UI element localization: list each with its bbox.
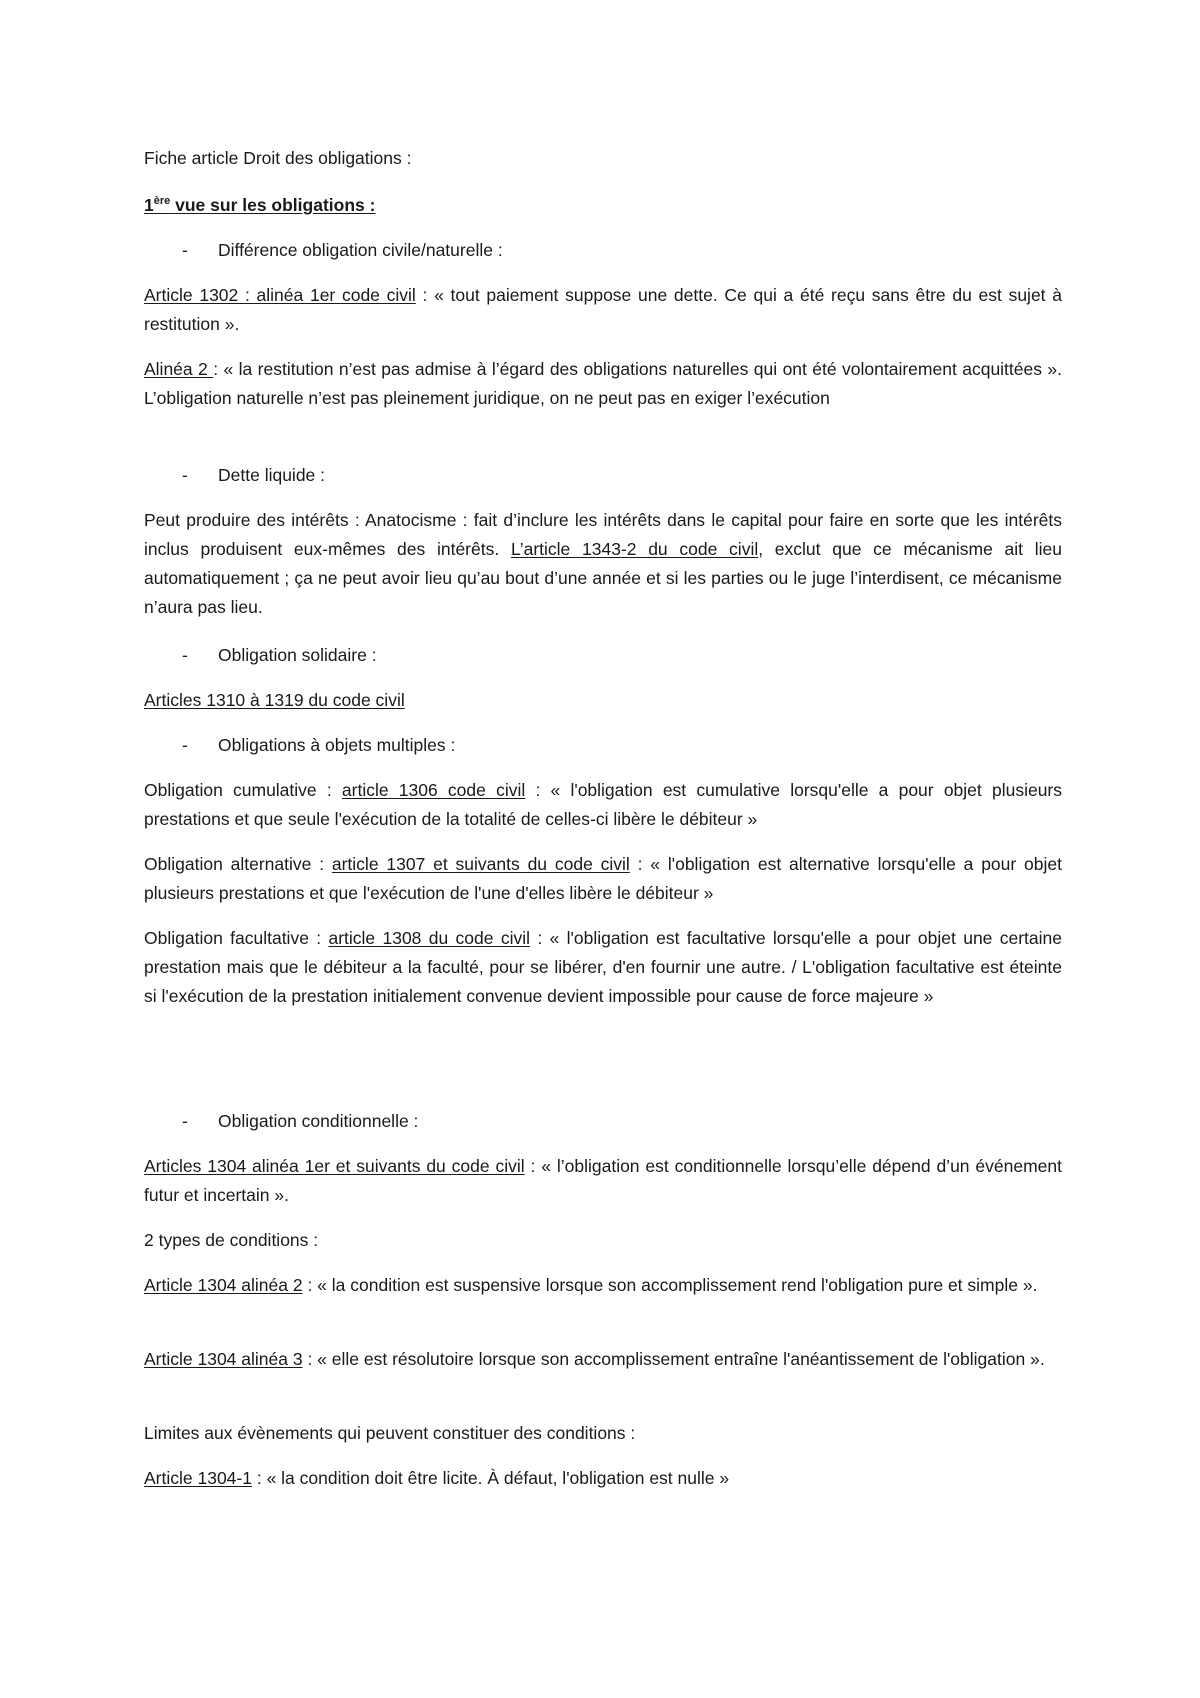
paragraph-obligation-cumulative xyxy=(144,776,1062,834)
article-reference-1310: Articles 1310 à 1319 du code civil xyxy=(144,690,405,710)
paragraph-text: : « elle est résolutoire lorsque son accomplissement entraîne l'anéantissement de l'obligation ». xyxy=(302,1349,1045,1369)
paragraph-text: : « la restitution n’est pas admise à l’égard des obligations naturelles qui ont été volontairement acquittées ». L’obligation naturelle n’est pas pleinement juridique, on ne peut pas en exiger l’exécution xyxy=(144,359,1063,408)
document-title: Fiche article Droit des obligations : xyxy=(144,148,412,168)
article-reference: Article 1302 : alinéa 1er code civil xyxy=(144,285,416,305)
bullet-dash: - xyxy=(182,645,188,665)
heading-text: vue sur les obligations : xyxy=(170,195,376,215)
bullet-label: Différence obligation civile/naturelle : xyxy=(218,240,503,260)
bullet-label: Dette liquide : xyxy=(218,465,326,485)
article-reference: Article 1304 alinéa 2 xyxy=(144,1275,303,1295)
bullet-label: Obligation conditionnelle : xyxy=(218,1111,419,1131)
article-reference: article 1307 et suivants du code civil xyxy=(331,854,630,874)
article-reference: L’article 1343-2 du code civil xyxy=(510,539,759,559)
bullet-civil-naturelle xyxy=(182,236,503,265)
paragraph-article-1304-al3 xyxy=(144,1345,1062,1374)
bullet-dash: - xyxy=(182,1111,188,1131)
paragraph-text: : « l'obligation est alternative lorsqu'elle a pour objet plusieurs prestations et que l'exécution de l'une d'elles libère le débiteur » xyxy=(144,854,1062,903)
bullet-label: Obligation solidaire : xyxy=(218,645,377,665)
paragraph-article-1304 xyxy=(144,1152,1062,1210)
paragraph-alinea-2 xyxy=(144,355,1062,413)
bullet-obligation-conditionnelle xyxy=(182,1107,418,1136)
paragraph-text: : « l'obligation est cumulative lorsqu'elle a pour objet plusieurs prestations et que seule l'exécution de la totalité de celles-ci libère le débiteur » xyxy=(144,780,1063,829)
paragraph-text: : « la condition doit être licite. À défaut, l'obligation est nulle » xyxy=(251,1468,730,1488)
paragraph-limites: Limites aux évènements qui peuvent constituer des conditions : xyxy=(144,1423,636,1443)
paragraph-label: Obligation alternative : xyxy=(144,854,332,874)
paragraph-types-conditions: 2 types de conditions : xyxy=(144,1230,319,1250)
paragraph-text: : « tout paiement suppose une dette. Ce qui a été reçu sans être du est sujet à restitution ». xyxy=(144,285,1062,334)
paragraph-text: : « la condition est suspensive lorsque son accomplissement rend l'obligation pure et simple ». xyxy=(302,1275,1038,1295)
bullet-obligation-solidaire xyxy=(182,641,377,670)
bullet-dash: - xyxy=(182,735,188,755)
bullet-objets-multiples xyxy=(182,731,455,760)
article-reference: article 1306 code civil xyxy=(341,780,526,800)
paragraph-text: Peut produire des intérêts : Anatocisme : fait d’inclure les intérêts dans le capital pour faire en sorte que les intérêts inclus produisent eux-mêmes des intérêts. xyxy=(144,510,1062,559)
section-heading xyxy=(144,191,1062,220)
paragraph-article-1304-al2 xyxy=(144,1271,1062,1300)
article-reference: article 1308 du code civil xyxy=(328,928,531,948)
paragraph-text: , exclut que ce mécanisme ait lieu automatiquement ; ça ne peut avoir lieu qu’au bout d’une année et si les parties ou le juge l’interdisent, ce mécanisme n’aura pas lieu. xyxy=(144,539,1062,617)
heading-number: 1 xyxy=(144,195,154,215)
paragraph-text: : « l'obligation est facultative lorsqu'elle a pour objet une certaine prestation mais que le débiteur a la faculté, pour se libérer, d'en fournir une autre. / L'obligation facultative est éteinte si l'exécution de la prestation initialement convenue devient impossible pour cause de force majeure » xyxy=(144,928,1063,1006)
heading-superscript: ère xyxy=(153,195,171,208)
article-reference: Article 1304-1 xyxy=(144,1468,252,1488)
paragraph-label: Obligation facultative : xyxy=(144,928,329,948)
bullet-dette-liquide xyxy=(182,461,325,490)
paragraph-article-1302 xyxy=(144,281,1062,339)
article-reference: Alinéa 2 xyxy=(144,359,214,379)
bullet-dash: - xyxy=(182,465,188,485)
article-reference: Articles 1304 alinéa 1er et suivants du code civil xyxy=(144,1156,525,1176)
paragraph-obligation-alternative xyxy=(144,850,1062,908)
paragraph-article-1304-1 xyxy=(144,1464,1062,1493)
paragraph-text: : « l’obligation est conditionnelle lorsqu’elle dépend d’un événement futur et incertain ». xyxy=(144,1156,1062,1205)
bullet-dash: - xyxy=(182,240,188,260)
bullet-label: Obligations à objets multiples : xyxy=(218,735,456,755)
paragraph-label: Obligation cumulative : xyxy=(144,780,342,800)
paragraph-anatocisme xyxy=(144,506,1062,622)
article-reference: Article 1304 alinéa 3 xyxy=(144,1349,303,1369)
paragraph-obligation-facultative xyxy=(144,924,1062,1011)
